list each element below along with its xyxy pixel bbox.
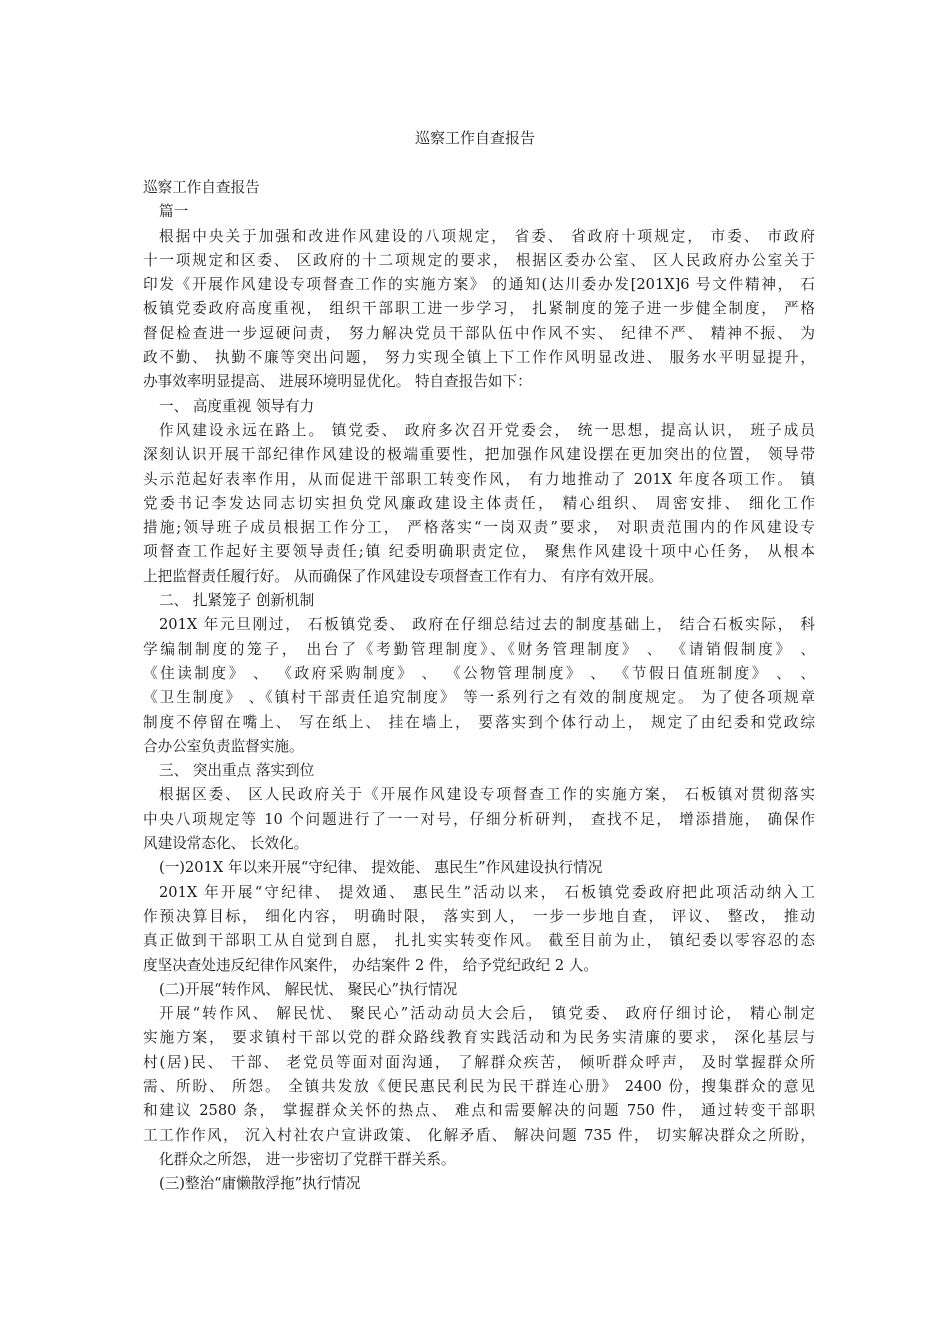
body-line: (三)整治“庸懒散浮拖”执行情况 <box>159 1175 361 1193</box>
body-line: 学编制制度的笼子， 出台了《考勤管理制度》、《财务管理制度》 、 《请销假制度》 、 <box>143 640 815 658</box>
body-line: 根据中央关于加强和改进作风建设的八项规定， 省委、 省政府十项规定， 市委、 市政府 <box>159 227 815 245</box>
body-line: 《住读制度》 、 《政府采购制度》 、 《公物管理制度》 、 《节假日值班制度》 、 、 <box>143 664 815 682</box>
body-line: 篇一 <box>159 203 189 221</box>
body-line: 制度不停留在嘴上、 写在纸上、 挂在墙上， 要落实到个体行动上， 规定了由纪委和党政综 <box>143 713 815 731</box>
body-line: 板镇党委政府高度重视， 组织干部职工进一步学习， 扎紧制度的笼子进一步健全制度， 严格 <box>143 300 815 318</box>
body-line: 需、所盼、 所怨。 全镇共发放《便民惠民利民为民干群连心册》 2400 份，搜集群众的意见 <box>143 1077 815 1095</box>
body-line: 深刻认识开展干部纪律作风建设的极端重要性，把加强作风建设摆在更加突出的位置， 领导带 <box>143 446 815 464</box>
body-line: 度坚决查处违反纪律作风案件， 办结案件 2 件， 给予党纪政纪 2 人。 <box>143 956 599 974</box>
body-line: 合办公室负责监督实施。 <box>143 737 304 755</box>
body-line: 三、 突出重点 落实到位 <box>159 762 315 780</box>
body-line: 一、 高度重视 领导有力 <box>159 397 315 415</box>
body-line: 村(居)民、 干部、 老党员等面对面沟通， 了解群众疾苦， 倾听群众呼声， 及时掌握群众所 <box>143 1053 815 1071</box>
document-body <box>143 176 815 1196</box>
body-line: 实施方案， 要求镇村干部以党的群众路线教育实践活动和为民务实清廉的要求， 深化基层与 <box>143 1029 815 1047</box>
body-line: 党委书记李发达同志切实担负党风廉政建设主体责任， 精心组织、 周密安排、 细化工作 <box>143 494 815 512</box>
body-line: 十一项规定和区委、 区政府的十二项规定的要求， 根据区委办公室、 区人民政府办公室关于 <box>143 251 815 269</box>
body-line: 《卫生制度》 、《镇村干部责任追究制度》 等一系列行之有效的制度规定。 为了使各项规章 <box>143 689 815 707</box>
body-line: 项督查工作起好主要领导责任;镇 纪委明确职责定位， 聚焦作风建设十项中心任务， 从根本 <box>143 543 815 561</box>
body-line: 201X 年开展“守纪律、 提效通、 惠民生”活动以来， 石板镇党委政府把此项活动纳入工 <box>159 883 815 901</box>
body-line: 风建设常态化、 长效化。 <box>143 835 309 853</box>
body-line: 措施;领导班子成员根据工作分工， 严格落实“一岗双责”要求， 对职责范围内的作风建设专 <box>143 519 815 537</box>
body-line: 工工作作风， 沉入村社农户宣讲政策、 化解矛盾、 解决问题 735 件， 切实解决群众之所盼， <box>143 1126 815 1144</box>
body-line: 中央八项规定等 10 个问题进行了一一对号，仔细分析研判， 查找不足， 增添措施， 确保作 <box>143 810 815 828</box>
body-line: 201X 年元旦刚过， 石板镇党委、 政府在仔细总结过去的制度基础上， 结合石板实际， 科 <box>159 616 815 634</box>
body-line: (一)201X 年以来开展“守纪律、 提效能、 惠民生”作风建设执行情况 <box>159 859 603 877</box>
body-line: 二、 扎紧笼子 创新机制 <box>159 592 315 610</box>
body-line: 巡察工作自查报告 <box>143 179 260 196</box>
body-line: 开展“转作风、 解民忧、 聚民心”活动动员大会后， 镇党委、 政府仔细讨论， 精心制定 <box>159 1005 815 1023</box>
body-line: 真正做到干部职工从自觉到自愿， 扎扎实实转变作风。 截至目前为止， 镇纪委以零容忍的态 <box>143 932 815 950</box>
body-line: 作风建设永远在路上。 镇党委、 政府多次召开党委会， 统一思想，提高认识， 班子成员 <box>159 421 815 439</box>
body-line: 作预决算目标， 细化内容， 明确时限， 落实到人， 一步一步地自查， 评议、 整改， 推动 <box>143 907 815 925</box>
body-line: 督促检查进一步逗硬问责， 努力解决党员干部队伍中作风不实、 纪律不严、 精神不振、 为 <box>143 324 815 342</box>
body-line: 根据区委、 区人民政府关于《开展作风建设专项督查工作的实施方案， 石板镇对贯彻落实 <box>159 786 815 804</box>
body-line: 政不勤、 执勤不廉等突出问题， 努力实现全镇上下工作作风明显改进、 服务水平明显提升， <box>143 349 815 367</box>
body-line: 头示范起好表率作用，从而促进干部职工转变作风， 有力地推动了 201X 年度各项工作。 镇 <box>143 470 815 488</box>
body-line: 和建议 2580 条， 掌握群众关怀的热点、 难点和需要解决的问题 750 件， 通过转变干部职 <box>143 1102 815 1120</box>
body-line: 上把监督责任履行好。 从而确保了作风建设专项督查工作有力、 有序有效开展。 <box>143 567 664 585</box>
body-line: 办事效率明显提高、 进展环境明显优化。 特自查报告如下： <box>143 373 532 391</box>
body-line: 化群众之所怨， 进一步密切了党群干群关系。 <box>159 1150 456 1168</box>
body-line: (二)开展“转作风、 解民忧、 聚民心”执行情况 <box>159 980 458 998</box>
document-title: 巡察工作自查报告 <box>414 129 535 147</box>
body-line: 印发《开展作风建设专项督查工作的实施方案》 的通知(达川委办发[201X]6 号文件精神， 石 <box>143 276 815 294</box>
